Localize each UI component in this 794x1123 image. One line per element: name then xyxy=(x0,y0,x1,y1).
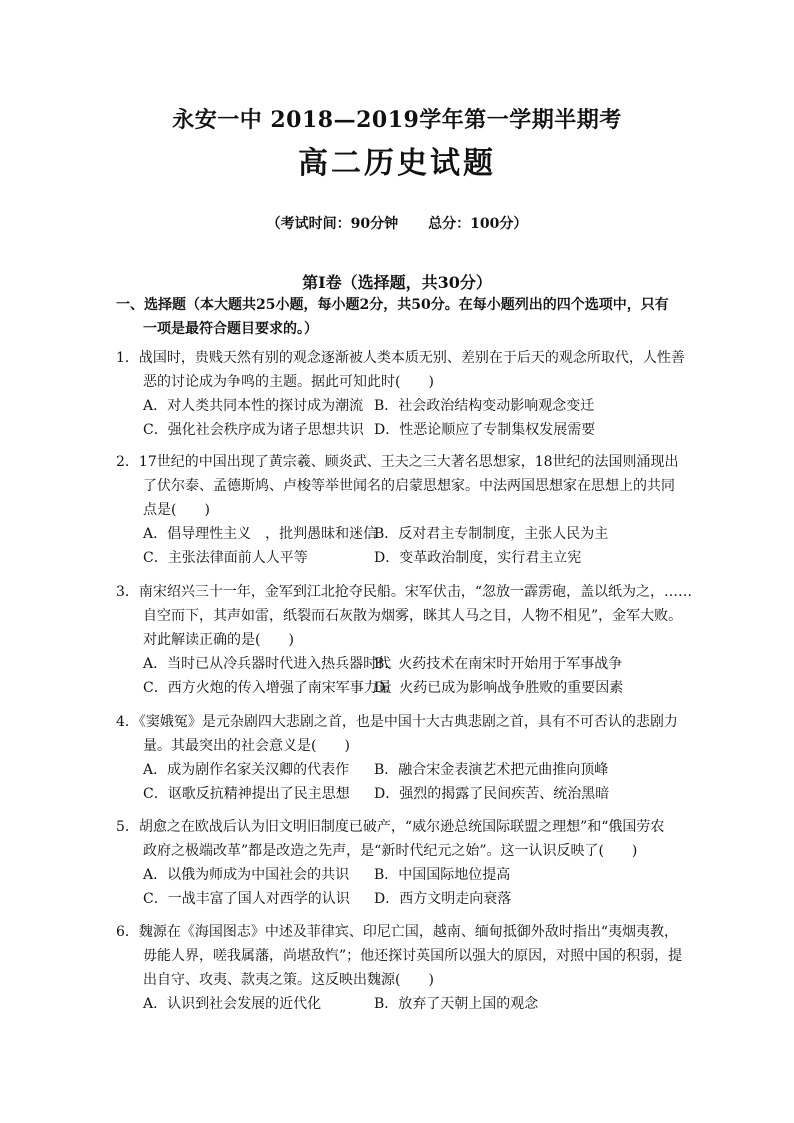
question-text-line: 1．战国时，贵贱天然有别的观念逐渐被人类本质无别、差别在于后天的观念所取代，人性善 xyxy=(116,350,685,366)
question-5 xyxy=(116,815,686,911)
option-row xyxy=(116,652,686,676)
option-row xyxy=(116,522,686,546)
question-text-line: 2．17世纪的中国出现了黄宗羲、顾炎武、王夫之三大著名思想家，18世纪的法国则涌现出 xyxy=(116,454,679,470)
option-row xyxy=(116,546,686,570)
option-row xyxy=(116,992,686,1016)
section-instruction-line: 一、选择题（本大题共25小题，每小题2分，共50分。在每小题列出的四个选项中，只有 xyxy=(116,297,669,313)
section-instructions xyxy=(116,293,686,341)
option-row xyxy=(116,758,686,782)
option-c: C．一战丰富了国人对西学的认识 xyxy=(143,891,350,907)
option-c: C．西方火炮的传入增强了南宋军事力量 xyxy=(143,680,392,696)
exam-subject-title: 高二历史试题 xyxy=(298,146,496,181)
option-a: A．对人类共同本性的探讨成为潮流 xyxy=(143,398,364,414)
question-text-line: 3．南宋绍兴三十一年，金军到江北抢夺民船。宋军伏击，“忽放一霹雳砲，盖以纸为之，…… xyxy=(116,584,693,600)
question-text-line: 6．魏源在《海国图志》中述及菲律宾、印尼亡国，越南、缅甸抵御外敌时指出“夷烟夷教， xyxy=(116,924,679,940)
section-instruction-line: 一项是最符合题目要求的。） xyxy=(143,321,318,337)
option-b: B．反对君主专制制度，主张人民为主 xyxy=(374,526,609,542)
question-text-line: 5．胡愈之在欧战后认为旧文明旧制度已破产，“威尔逊总统国际联盟之理想”和“俄国劳农 xyxy=(116,819,665,835)
option-a: A．成为剧作名家关汉卿的代表作 xyxy=(143,762,350,778)
question-text-line: 毋能人界，嗟我属藩，尚堪敌忾”；他还探讨英国所以强大的原因，对照中国的积弱，提 xyxy=(143,948,683,964)
school-exam-title: 永安一中 2018—2019学年第一学期半期考 xyxy=(172,107,622,133)
question-text-line: 自空而下，其声如雷，纸裂而石灰散为烟雾，眯其人马之目，人物不相见”，金军大败。 xyxy=(143,608,683,624)
option-a: A．倡导理性主义 ，批判愚昧和迷信 xyxy=(143,526,378,542)
option-a: A．以俄为师成为中国社会的共识 xyxy=(143,867,350,883)
exam-info xyxy=(0,213,794,233)
question-text-line: 量。其最突出的社会意义是( ) xyxy=(143,738,350,754)
option-c: C．强化社会秩序成为诸子思想共识 xyxy=(143,422,364,438)
option-b: B．火药技术在南宋时开始用于军事战争 xyxy=(374,656,623,672)
option-d: D．变革政治制度，实行君主立宪 xyxy=(374,550,582,566)
option-d: D．强烈的揭露了民间疾苦、统治黑暗 xyxy=(374,786,610,802)
option-d: D．火药已成为影响战争胜败的重要因素 xyxy=(374,680,624,696)
question-text-line: 点是( ) xyxy=(143,502,210,518)
option-c: C．讴歌反抗精神提出了民主思想 xyxy=(143,786,350,802)
option-row xyxy=(116,394,686,418)
option-a: A．认识到社会发展的近代化 xyxy=(143,996,322,1012)
question-text-line: 出自守、攻夷、款夷之策。这反映出魏源( ) xyxy=(143,972,434,988)
question-1 xyxy=(116,346,686,442)
question-text-line: 恶的讨论成为争鸣的主题。据此可知此时( ) xyxy=(143,374,434,390)
part-title: 第Ⅰ卷（选择题，共30分） xyxy=(302,273,492,292)
question-text-line: 对此解读正确的是( ) xyxy=(143,632,294,648)
option-c: C．主张法律面前人人平等 xyxy=(143,550,308,566)
option-row xyxy=(116,418,686,442)
exam-total-score: 总分：100分） xyxy=(428,216,528,232)
question-2 xyxy=(116,450,686,570)
option-row xyxy=(116,863,686,887)
option-row xyxy=(116,676,686,700)
exam-time: （考试时间：90分钟 xyxy=(266,216,399,232)
question-text-line: 了伏尔泰、孟德斯鸠、卢梭等举世闻名的启蒙思想家。中法两国思想家在思想上的共同 xyxy=(143,478,675,494)
question-3 xyxy=(116,580,693,700)
option-row xyxy=(116,782,686,806)
option-b: B．中国国际地位提高 xyxy=(374,867,511,883)
question-text-line: 政府之极端改革”都是改造之先声，是“新时代纪元之始”。这一认识反映了( ) xyxy=(143,843,638,859)
option-b: B．社会政治结构变动影响观念变迁 xyxy=(374,398,595,414)
option-b: B．融合宋金表演艺术把元曲推向顶峰 xyxy=(374,762,609,778)
question-6 xyxy=(116,920,686,1016)
option-row xyxy=(116,887,686,911)
option-d: D．西方文明走向衰落 xyxy=(374,891,512,907)
option-b: B．放弃了天朝上国的观念 xyxy=(374,996,539,1012)
question-text-line: 4．《窦娥冤》是元杂剧四大悲剧之首，也是中国十大古典悲剧之首，具有不可否认的悲剧力 xyxy=(116,714,678,730)
option-d: D．性恶论顺应了专制集权发展需要 xyxy=(374,422,596,438)
option-a: A．当时已从冷兵器时代进入热兵器时代 xyxy=(143,656,392,672)
question-4 xyxy=(116,710,686,806)
